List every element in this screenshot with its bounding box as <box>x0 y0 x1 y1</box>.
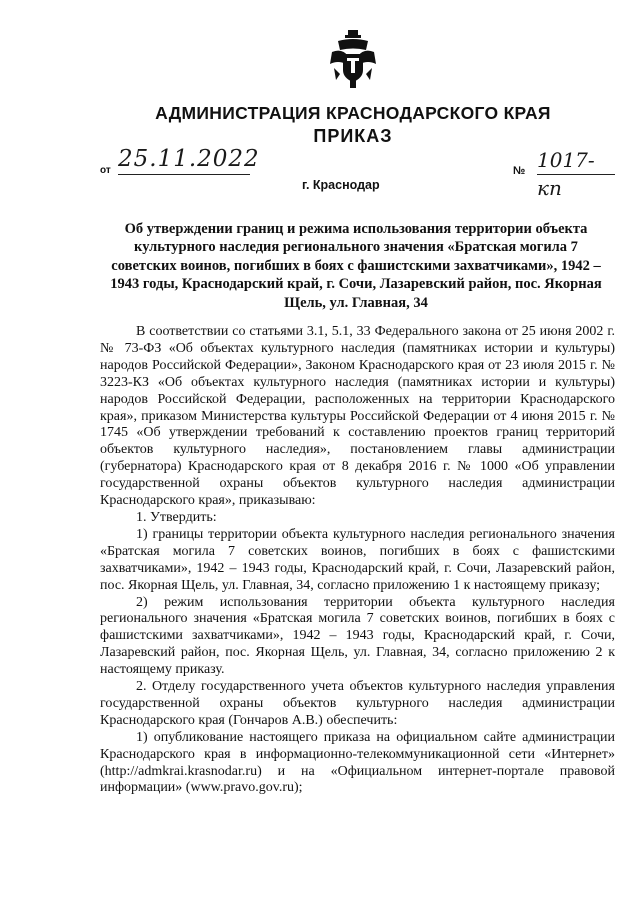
organization-name: АДМИНИСТРАЦИЯ КРАСНОДАРСКОГО КРАЯ <box>155 103 551 123</box>
paragraph-item-1-2: 2) режим использования территории объекта культурного наследия регионального значения «Братская могила 7 советских воинов, погибших в боях с фашистскими захватчиками», 1942 – 1943 годы, Краснодарский край, г. Сочи, Лазаревский район, пос. Якорная Щель, ул. Главная, 34, согласно приложению 2 к настоящему приказу. <box>100 594 615 678</box>
paragraph-item-1: 1. Утвердить: <box>136 509 217 525</box>
document-type: ПРИКАЗ <box>313 126 393 146</box>
paragraph-preamble: В соответствии со статьями 3.1, 5.1, 33 Федерального закона от 25 июня 2002 г. № 73-ФЗ «Об объектах культурного наследия (памятниках истории и культуры) народов Российской Федерации», Законом Краснодарского края от 23 июля 2015 г. № 3223-КЗ «Об объектах культурного наследия (памятниках истории и культуры) народов Российской Федерации, расположенных на территории Краснодарского края», приказом Министерства культуры Российской Федерации от 4 июня 2015 г. № 1745 «Об утверждении требований к составлению проектов границ территорий объектов культурного наследия», постановлением главы администрации (губернатора) Краснодарского края от 8 декабря 2016 г. № 1000 «Об управлении государственной охраны объектов культурного наследия администрации Краснодарского края», приказываю: <box>100 324 615 509</box>
number-label: № <box>513 165 526 177</box>
date-label: от <box>100 165 111 176</box>
order-title: Об утверждении границ и режима использования территории объекта культурного наследия регионального значения «Братская могила 7 советских воинов, погибших в боях с фашистскими захватчиками», 1942 – 1943 годы, Краснодарский край, г. Сочи, Лазаревский район, пос. Якорная Щель, ул. Главная, 34 <box>110 221 602 311</box>
paragraph-item-2-1: 1) опубликование настоящего приказа на официальном сайте администрации Краснодарского края в информационно-телекоммуникационной сети «Интернет» (http://admkrai.krasnodar.ru) и на «Официальном интернет-портале правовой информации» (www.pravo.gov.ru); <box>100 729 615 796</box>
city: г. Краснодар <box>302 178 380 192</box>
paragraph-item-1-1: 1) границы территории объекта культурного наследия регионального значения «Братская могила 7 советских воинов, погибших в боях с фашистскими захватчиками», 1942 – 1943 годы, Краснодарский край, г. Сочи, Лазаревский район, пос. Якорная Щель, ул. Главная, 34, согласно приложению 1 к настоящему приказу; <box>100 526 615 593</box>
coat-of-arms-icon <box>328 30 378 88</box>
paragraph-item-2: 2. Отделу государственного учета объектов культурного наследия управления государственной охраны объектов культурного наследия администрации Краснодарского края (Гончаров А.В.) обеспечить: <box>100 679 615 728</box>
order-number: 1017-кп <box>537 146 615 175</box>
order-date: 25.11.2022 <box>118 144 250 175</box>
order-body <box>100 324 615 797</box>
